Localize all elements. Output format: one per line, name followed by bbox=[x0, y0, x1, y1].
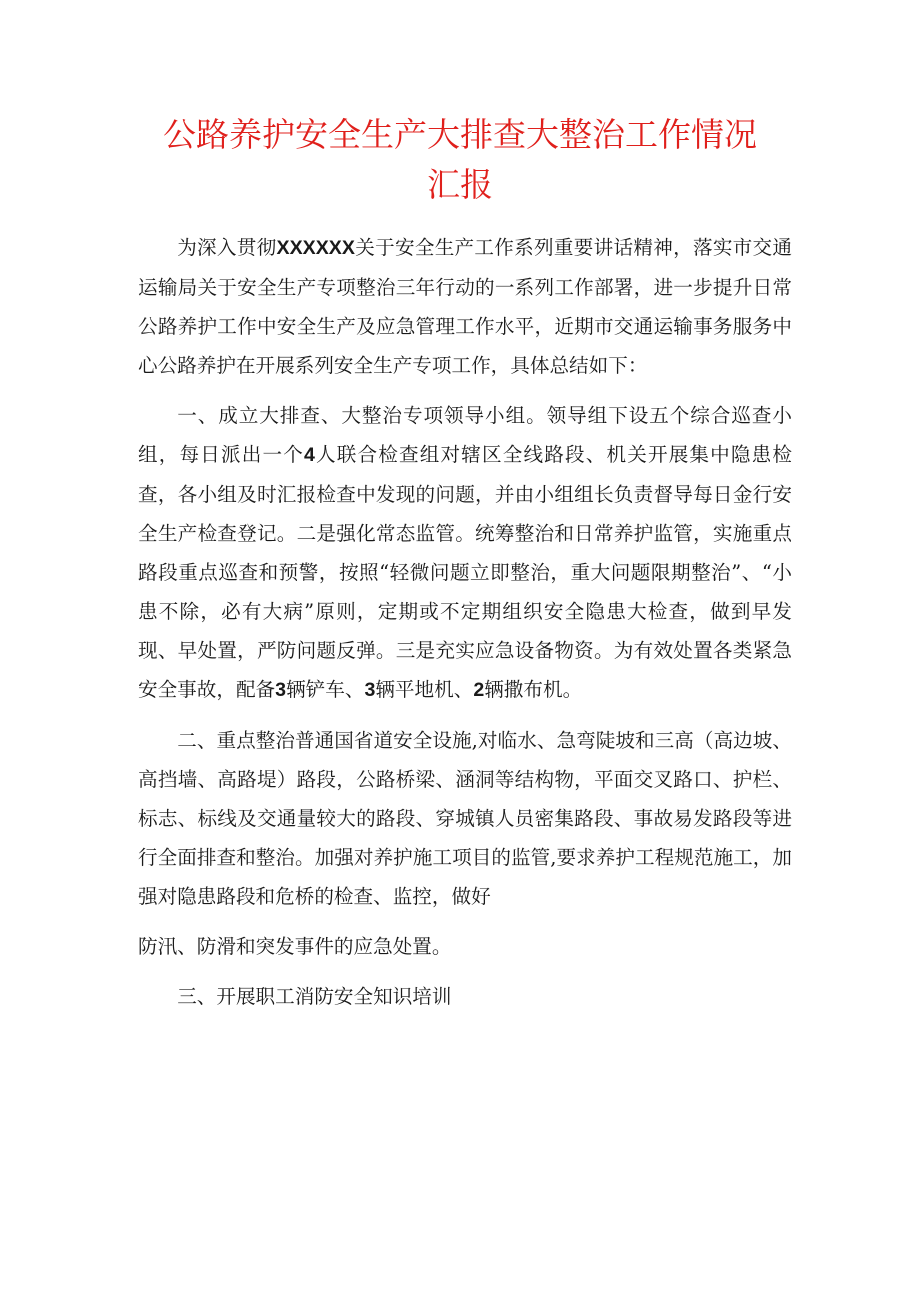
title-line-1: 公路养护安全生产大排查大整治工作情况 bbox=[163, 115, 757, 154]
paragraph-section-2-tail: 防汛、防滑和突发事件的应急处置。 bbox=[138, 935, 452, 958]
paragraph-section-2: 二、重点整治普通国省道安全设施,对临水、急弯陡坡和三高（高边坡、高挡墙、高路堤）路段，公路桥梁、涵洞等结构物，平面交叉路口、护栏、标志、标线及交通量较大的路段、穿城镇人员密集路段、事故易发路段等进行全面排查和整治。加强对养护施工项目的监管,要求养护工程规范施工，加强对隐患路段和危桥的检查、监控，做好 bbox=[138, 729, 792, 908]
paragraph-intro: 为深入贯彻XXXXXX关于安全生产工作系列重要讲话精神，落实市交通运输局关于安全生产专项整治三年行动的一系列工作部署，进一步提升日常公路养护工作中安全生产及应急管理工作水平，近期市交通运输事务服务中心公路养护在开展系列安全生产专项工作，具体总结如下： bbox=[138, 236, 793, 377]
document-body bbox=[138, 228, 792, 1016]
paragraph-section-3: 三、开展职工消防安全知识培训 bbox=[177, 985, 452, 1008]
paragraph-section-1: 一、成立大排查、大整治专项领导小组。领导组下设五个综合巡查小组，每日派出一个4人联合检查组对辖区全线路段、机关开展集中隐患检查，各小组及时汇报检查中发现的问题，并由小组组长负责督导每日金行安全生产检查登记。二是强化常态监管。统筹整治和日常养护监管，实施重点路段重点巡查和预警，按照“轻微问题立即整治，重大问题限期整治”、“小患不除，必有大病”原则，定期或不定期组织安全隐患大检查，做到早发现、早处置，严防问题反弹。三是充实应急设备物资。为有效处置各类紧急安全事故，配备3辆铲车、3辆平地机、2辆撒布机。 bbox=[138, 404, 793, 701]
redacted-name: XXXXXX bbox=[276, 237, 355, 259]
title-line-2: 汇报 bbox=[427, 165, 493, 204]
document-title bbox=[100, 110, 820, 210]
